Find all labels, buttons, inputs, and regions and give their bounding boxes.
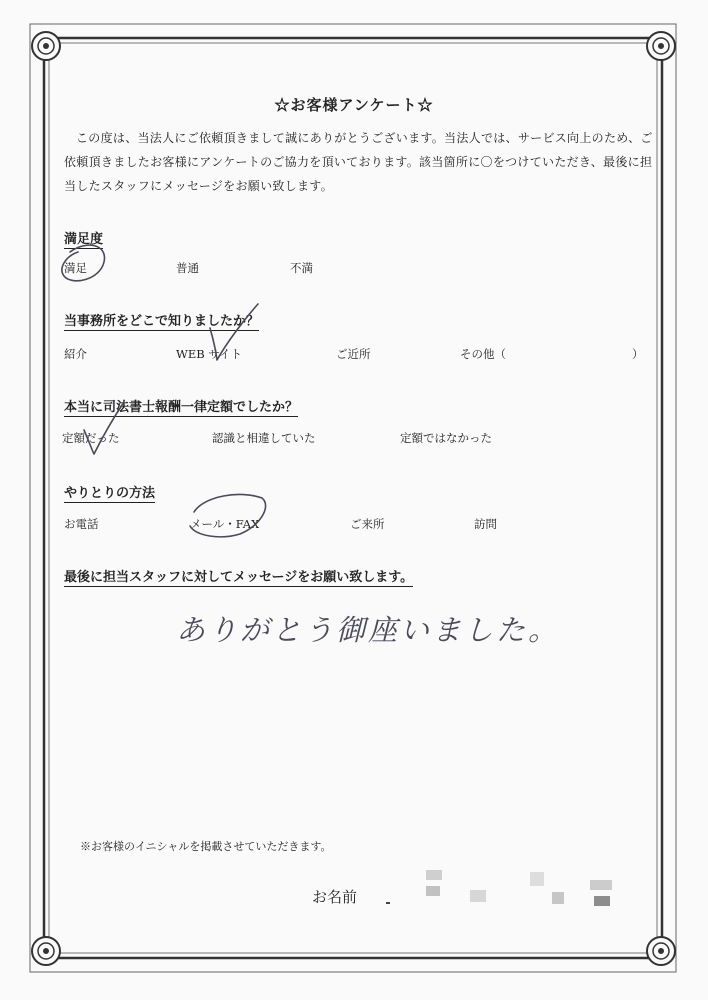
survey-title: ☆お客様アンケート☆ (274, 96, 434, 114)
option-referral[interactable]: 紹介 (64, 347, 87, 361)
option-other-close: ） (632, 347, 644, 361)
option-average[interactable]: 普通 (176, 261, 199, 275)
handwritten-message: ありがとう御座いました。 (176, 613, 561, 647)
question-heading-satisfaction: 満足度 (64, 228, 103, 249)
option-fixed-fee-no[interactable]: 定額ではなかった (400, 431, 492, 445)
intro-text: この度は、当法人にご依頼頂きまして誠にありがとうございます。当法人では、サービス向上のため、ご依頼頂きましたお客様にアンケートのご協力を頂いております。該当箇所に〇をつけていただき、最後に担当したスタッフにメッセージをお願い致します。 (64, 131, 653, 193)
option-dissatisfied[interactable]: 不満 (290, 261, 313, 275)
option-website[interactable]: WEB サイト (176, 347, 243, 361)
redaction-blur (426, 870, 612, 906)
question-heading-message: 最後に担当スタッフに対してメッセージをお願い致します。 (64, 566, 413, 587)
question-heading-contact-method: やりとりの方法 (64, 482, 155, 503)
option-neighborhood[interactable]: ご近所 (336, 347, 371, 361)
option-fixed-fee-different[interactable]: 認識と相違していた (212, 431, 316, 445)
option-visit-office[interactable]: ご来所 (350, 517, 385, 531)
option-satisfied[interactable]: 満足 (64, 261, 87, 275)
question-heading-referral: 当事務所をどこで知りましたか？ (64, 310, 259, 331)
option-other[interactable]: その他（ (460, 347, 506, 361)
option-fixed-fee-yes[interactable]: 定額だった (62, 431, 120, 445)
initials-note: ※お客様のイニシャルを掲載させていただきます。 (80, 840, 332, 853)
option-home-visit[interactable]: 訪問 (474, 517, 497, 531)
name-label: お名前 (312, 888, 358, 906)
option-phone[interactable]: お電話 (64, 517, 99, 531)
question-heading-fixed-fee: 本当に司法書士報酬一律定額でしたか？ (64, 396, 298, 417)
option-mail-fax[interactable]: メール・FAX (190, 517, 260, 531)
